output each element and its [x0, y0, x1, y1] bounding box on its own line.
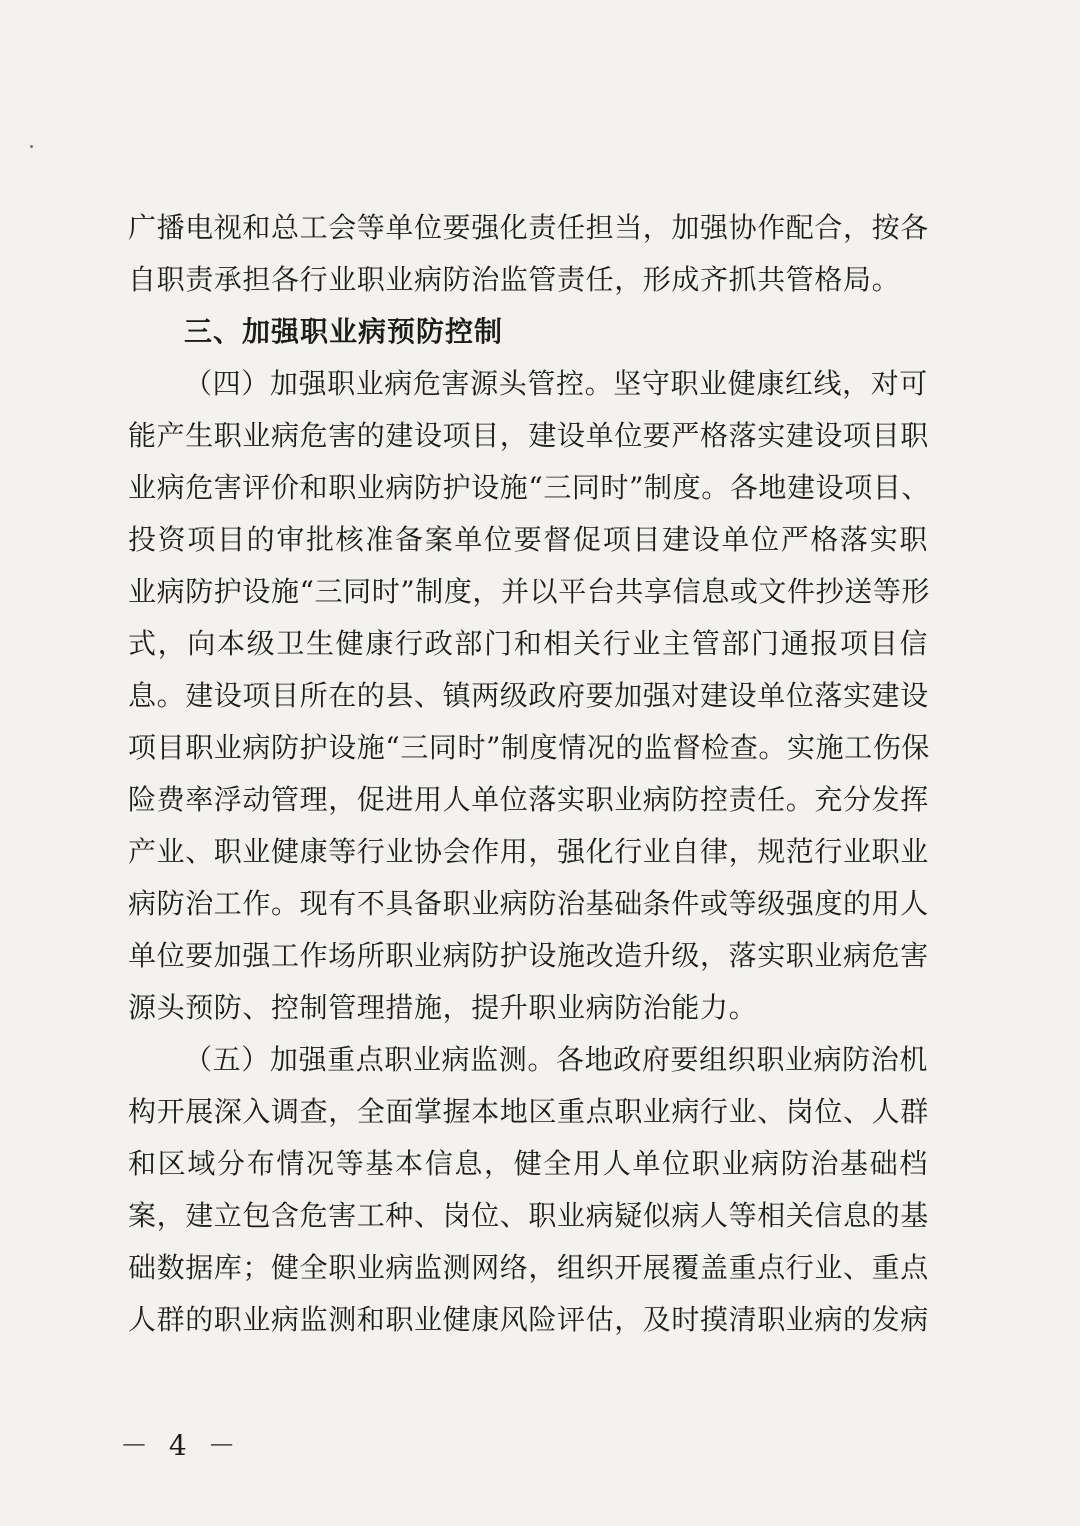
paragraph-4-line: 式，向本级卫生健康行政部门和相关行业主管部门通报项目信	[128, 627, 928, 660]
body-text-line: 自职责承担各行业职业病防治监管责任，形成齐抓共管格局。	[128, 263, 901, 296]
paragraph-4-line: 业病防护设施“三同时”制度，并以平台共享信息或文件抄送等形	[128, 575, 931, 608]
section-heading: 三、加强职业病预防控制	[184, 315, 504, 348]
paragraph-5-line: 案，建立包含危害工种、岗位、职业病疑似病人等相关信息的基	[128, 1199, 929, 1232]
paragraph-5-line: 和区域分布情况等基本信息，健全用人单位职业病防治基础档	[128, 1147, 928, 1180]
paragraph-4-line: （四）加强职业病危害源头管控。坚守职业健康红线，对可	[184, 367, 928, 400]
paragraph-5-line: 构开展深入调查，全面掌握本地区重点职业病行业、岗位、人群	[128, 1095, 929, 1128]
paragraph-4-line: 源头预防、控制管理措施，提升职业病防治能力。	[128, 991, 758, 1024]
paragraph-4-line: 息。建设项目所在的县、镇两级政府要加强对建设单位落实建设	[128, 679, 929, 712]
paragraph-4-line: 业病危害评价和职业病防护设施“三同时”制度。各地建设项目、	[128, 471, 931, 504]
scan-speck	[30, 145, 33, 148]
paragraph-4-line: 产业、职业健康等行业协会作用，强化行业自律，规范行业职业	[128, 835, 929, 868]
paragraph-4-line: 投资项目的审批核准备案单位要督促项目建设单位严格落实职	[128, 523, 928, 556]
paragraph-5-line: 人群的职业病监测和职业健康风险评估，及时摸清职业病的发病	[128, 1303, 929, 1336]
paragraph-4-line: 病防治工作。现有不具备职业病防治基础条件或等级强度的用人	[128, 887, 929, 920]
paragraph-4-line: 单位要加强工作场所职业病防护设施改造升级，落实职业病危害	[128, 939, 929, 972]
page-number: － 4 －	[120, 1429, 242, 1462]
paragraph-4-line: 险费率浮动管理，促进用人单位落实职业病防控责任。充分发挥	[128, 783, 929, 816]
paragraph-4-line: 能产生职业病危害的建设项目，建设单位要严格落实建设项目职	[128, 419, 929, 452]
paragraph-5-line: 础数据库；健全职业病监测网络，组织开展覆盖重点行业、重点	[128, 1251, 929, 1284]
paragraph-4-line: 项目职业病防护设施“三同时”制度情况的监督检查。实施工伤保	[128, 731, 931, 764]
paragraph-5-line: （五）加强重点职业病监测。各地政府要组织职业病防治机	[184, 1043, 928, 1076]
body-text-line: 广播电视和总工会等单位要强化责任担当，加强协作配合，按各	[128, 211, 929, 244]
